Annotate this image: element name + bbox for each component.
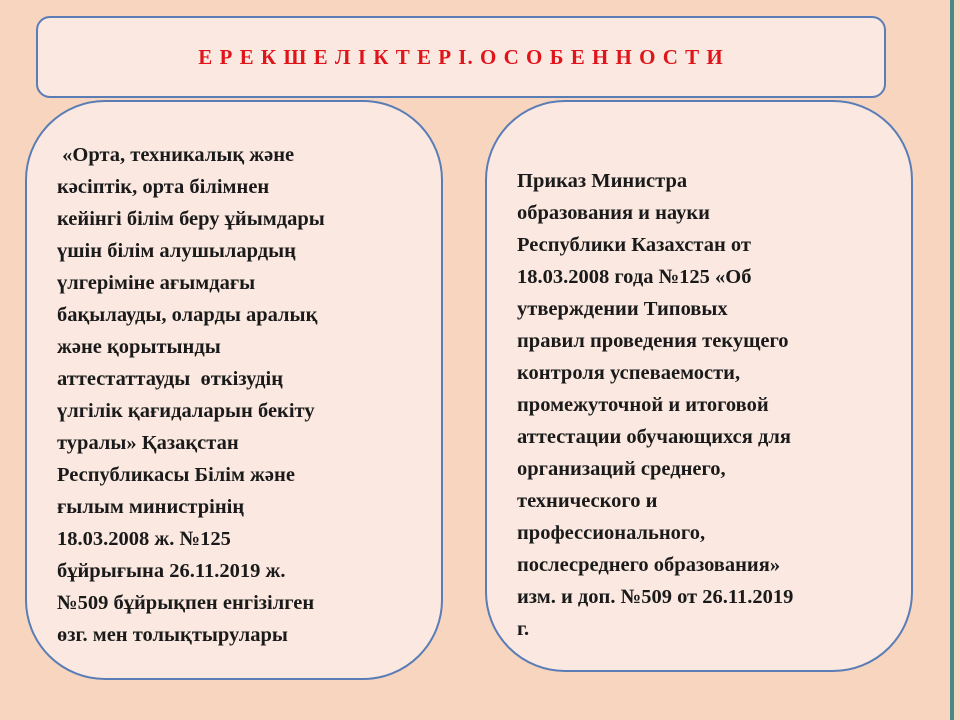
russian-order-text: Приказ Министра образования и науки Республики Казахстан от 18.03.2008 года №125 «Об утверждении Типовых правил проведения текущего контроля успеваемости, промежуточной и итоговой аттестации обучающихся для организаций среднего, технического и профессионального, послесреднего образования» изм. и доп. №509 от 26.11.2019 г. bbox=[517, 170, 794, 640]
russian-text-card bbox=[485, 100, 913, 672]
slide-title: Е Р Е К Ш Е Л І К Т Е Р І. О С О Б Е Н Н О С Т И bbox=[198, 44, 724, 69]
kazakh-order-text: «Орта, техникалық және кәсіптік, орта білімнен кейінгі білім беру ұйымдары үшін білім алушылардың үлгеріміне ағымдағы бақылауды, оларды аралық және қорытынды аттестаттауды өткізудің үлгілік қағидаларын бекіту туралы» Қазақстан Республикасы Білім және ғылым министрінің 18.03.2008 ж. №125 бұйрығына 26.11.2019 ж. №509 бұйрықпен енгізілген өзг. мен толықтырулары bbox=[57, 144, 325, 646]
kazakh-text-card bbox=[25, 100, 443, 680]
title-box bbox=[36, 16, 886, 98]
slide-edge-line bbox=[950, 0, 954, 720]
